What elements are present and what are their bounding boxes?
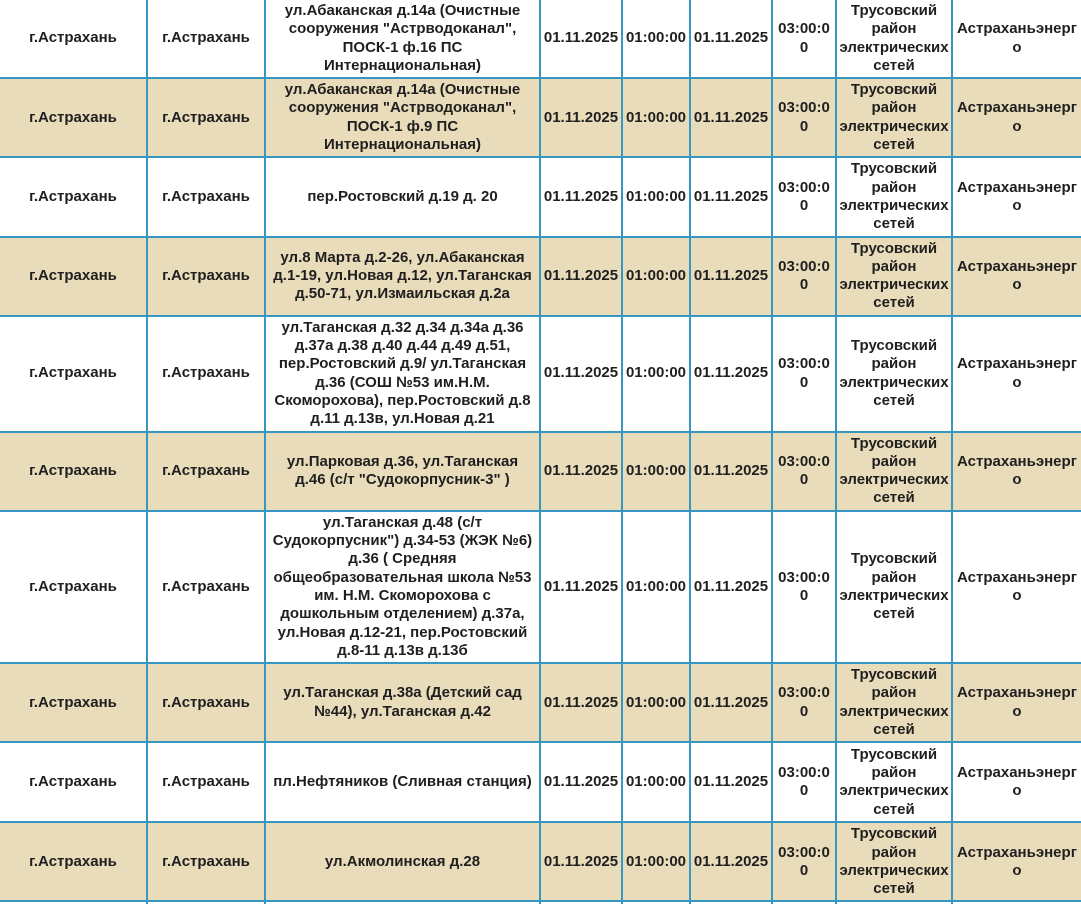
cell-address: ул.Парковая д.36, ул.Таганская д.46 (с/т "Судокорпусник-3" ) (265, 432, 540, 511)
cell-locality: г.Астрахань (147, 237, 265, 316)
cell-locality: г.Астрахань (147, 663, 265, 742)
cell-address: ул.Абаканская д.14а (Очистные сооружения "Астрводоканал", ПОСК-1 ф.16 ПС Интернациональная) (265, 0, 540, 78)
cell-end-time: 03:00:00 (772, 663, 836, 742)
cell-company: Астраханьэнерго (952, 822, 1081, 901)
table-row (0, 237, 1081, 316)
cell-end-date: 01.11.2025 (690, 432, 772, 511)
cell-end-time: 03:00:00 (772, 822, 836, 901)
cell-network-district: Трусовский район электрических сетей (836, 157, 952, 236)
cell-company: Астраханьэнерго (952, 157, 1081, 236)
cell-start-time: 01:00:00 (622, 237, 690, 316)
cell-start-date: 01.11.2025 (540, 78, 622, 157)
cell-end-date: 01.11.2025 (690, 511, 772, 663)
cell-network-district: Трусовский район электрических сетей (836, 0, 952, 78)
cell-start-time: 01:00:00 (622, 157, 690, 236)
cell-address: пл.Нефтяников (Сливная станция) (265, 742, 540, 822)
cell-end-time: 03:00:00 (772, 511, 836, 663)
table-row (0, 0, 1081, 78)
cell-network-district: Трусовский район электрических сетей (836, 432, 952, 511)
cell-end-date: 01.11.2025 (690, 0, 772, 78)
cell-end-time: 03:00:00 (772, 316, 836, 432)
table-row (0, 822, 1081, 901)
cell-locality: г.Астрахань (147, 822, 265, 901)
cell-end-date: 01.11.2025 (690, 742, 772, 822)
cell-company: Астраханьэнерго (952, 237, 1081, 316)
cell-settlement: г.Астрахань (0, 663, 147, 742)
cell-network-district: Трусовский район электрических сетей (836, 663, 952, 742)
cell-settlement: г.Астрахань (0, 78, 147, 157)
cell-settlement: г.Астрахань (0, 316, 147, 432)
cell-settlement: г.Астрахань (0, 237, 147, 316)
cell-settlement: г.Астрахань (0, 742, 147, 822)
cell-start-date: 01.11.2025 (540, 663, 622, 742)
cell-company: Астраханьэнерго (952, 0, 1081, 78)
cell-start-time: 01:00:00 (622, 0, 690, 78)
cell-settlement: г.Астрахань (0, 432, 147, 511)
cell-company: Астраханьэнерго (952, 432, 1081, 511)
cell-address: ул.Таганская д.38а (Детский сад №44), ул.Таганская д.42 (265, 663, 540, 742)
cell-start-time: 01:00:00 (622, 511, 690, 663)
cell-locality: г.Астрахань (147, 0, 265, 78)
cell-address: пер.Ростовский д.19 д. 20 (265, 157, 540, 236)
table-row (0, 432, 1081, 511)
cell-network-district: Трусовский район электрических сетей (836, 511, 952, 663)
cell-start-date: 01.11.2025 (540, 0, 622, 78)
cell-end-date: 01.11.2025 (690, 157, 772, 236)
cell-end-date: 01.11.2025 (690, 78, 772, 157)
cell-start-date: 01.11.2025 (540, 511, 622, 663)
cell-network-district: Трусовский район электрических сетей (836, 742, 952, 822)
cell-start-time: 01:00:00 (622, 742, 690, 822)
cell-network-district: Трусовский район электрических сетей (836, 78, 952, 157)
cell-address: ул.8 Марта д.2-26, ул.Абаканская д.1-19, ул.Новая д.12, ул.Таганская д.50-71, ул.Измаильская д.2а (265, 237, 540, 316)
cell-address: ул.Абаканская д.14а (Очистные сооружения "Астрводоканал", ПОСК-1 ф.9 ПС Интернациональная) (265, 78, 540, 157)
cell-end-time: 03:00:00 (772, 742, 836, 822)
cell-start-date: 01.11.2025 (540, 822, 622, 901)
cell-settlement: г.Астрахань (0, 0, 147, 78)
table-row (0, 742, 1081, 822)
table-row (0, 511, 1081, 663)
cell-locality: г.Астрахань (147, 432, 265, 511)
cell-start-time: 01:00:00 (622, 432, 690, 511)
cell-start-time: 01:00:00 (622, 663, 690, 742)
cell-start-time: 01:00:00 (622, 822, 690, 901)
cell-start-time: 01:00:00 (622, 78, 690, 157)
cell-locality: г.Астрахань (147, 742, 265, 822)
cell-locality: г.Астрахань (147, 511, 265, 663)
cell-end-date: 01.11.2025 (690, 663, 772, 742)
cell-company: Астраханьэнерго (952, 663, 1081, 742)
table-row (0, 78, 1081, 157)
cell-start-date: 01.11.2025 (540, 432, 622, 511)
cell-network-district: Трусовский район электрических сетей (836, 316, 952, 432)
cell-company: Астраханьэнерго (952, 316, 1081, 432)
cell-start-date: 01.11.2025 (540, 157, 622, 236)
cell-address: ул.Таганская д.48 (с/т Судокорпусник") д.34-53 (ЖЭК №6) д.36 ( Средняя общеобразовательная школа №53 им. Н.М. Скоморохова с дошкольным отделением) д.37а, ул.Новая д.12-21, пер.Ростовский д.8-11 д.13в д.13б (265, 511, 540, 663)
cell-end-time: 03:00:00 (772, 78, 836, 157)
table-row (0, 316, 1081, 432)
cell-end-time: 03:00:00 (772, 237, 836, 316)
cell-company: Астраханьэнерго (952, 742, 1081, 822)
cell-network-district: Трусовский район электрических сетей (836, 822, 952, 901)
cell-address: ул.Акмолинская д.28 (265, 822, 540, 901)
cell-settlement: г.Астрахань (0, 511, 147, 663)
table-row (0, 157, 1081, 236)
cell-start-date: 01.11.2025 (540, 316, 622, 432)
cell-start-date: 01.11.2025 (540, 742, 622, 822)
cell-end-time: 03:00:00 (772, 0, 836, 78)
cell-start-date: 01.11.2025 (540, 237, 622, 316)
cell-network-district: Трусовский район электрических сетей (836, 237, 952, 316)
cell-end-date: 01.11.2025 (690, 237, 772, 316)
cell-locality: г.Астрахань (147, 316, 265, 432)
cell-start-time: 01:00:00 (622, 316, 690, 432)
cell-company: Астраханьэнерго (952, 78, 1081, 157)
cell-locality: г.Астрахань (147, 78, 265, 157)
table-row (0, 663, 1081, 742)
cell-settlement: г.Астрахань (0, 157, 147, 236)
cell-end-time: 03:00:00 (772, 432, 836, 511)
cell-locality: г.Астрахань (147, 157, 265, 236)
cell-end-date: 01.11.2025 (690, 316, 772, 432)
cell-company: Астраханьэнерго (952, 511, 1081, 663)
cell-end-date: 01.11.2025 (690, 822, 772, 901)
cell-address: ул.Таганская д.32 д.34 д.34а д.36 д.37а д.38 д.40 д.44 д.49 д.51, пер.Ростовский д.9/ ул.Таганская д.36 (СОШ №53 им.Н.М. Скоморохова), пер.Ростовский д.8 д.11 д.13в, ул.Новая д.21 (265, 316, 540, 432)
cell-settlement: г.Астрахань (0, 822, 147, 901)
cell-end-time: 03:00:00 (772, 157, 836, 236)
